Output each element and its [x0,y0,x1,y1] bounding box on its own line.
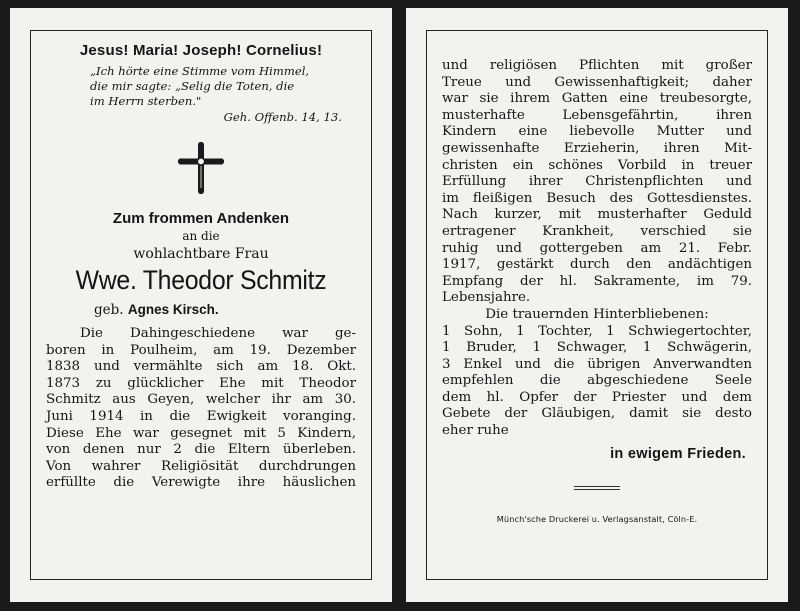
left-card [10,8,392,602]
birth-name: Agnes Kirsch. [127,302,219,317]
body-line: Von wahrer Religiösität durchdrungen [46,458,356,474]
body-line: Schmitz aus Geyen, welcher ihr am 30. [46,392,356,408]
right-card [406,8,788,602]
survivors-heading: Die trauernden Hinterbliebenen: [485,306,709,322]
birth-prefix: geb. [94,302,124,318]
body-line: Empfang der hl. Sakramente, im 79. [442,273,752,289]
quote-line: die mir sagte: „Selig die Toten, die [90,79,295,93]
body-line: Erfüllung ihrer Christenpflichten und [442,174,752,190]
body-line: Treue und Gewissenhaftigkeit; daher [442,74,752,90]
body-line: musterhafte Lebensgefährtin, ihren [442,107,752,123]
body-line: ruhig und gottergeben am 21. Febr. [442,240,752,256]
closing-phrase: in ewigem Frieden. [610,445,746,462]
body-line: Juni 1914 in die Ewigkeit voranging. [46,408,356,424]
printer-imprint: Münch'sche Druckerei u. Verlagsanstalt, Cöln-E. [496,513,698,524]
survivors-line: 3 Enkel und die übrigen Anverwandten [442,356,752,372]
body-line: 1917, gestärkt durch den andächtigen [442,257,752,273]
ornamental-divider [574,486,620,490]
body-line: Lebensjahre. [442,290,531,306]
body-line: gewissenhafte Erzieherin, ihren Mit- [442,140,752,156]
body-line: Die Dahingeschiedene war ge- [80,326,356,341]
honorific-text: wohlachtbare Frau [133,246,269,262]
quote-line: „Ich hörte eine Stimme vom Himmel, [90,64,310,78]
birth-name-line [94,302,356,318]
invocation-heading: Jesus! Maria! Joseph! Cornelius! [79,42,323,59]
body-line: Kindern eine liebevolle Mutter und [442,124,752,140]
survivors-line: Gebete der Gläubigen, damit sie desto [442,406,752,422]
body-line: im fleißigen Besuch des Gottesdienstes. [442,190,752,206]
survivors-line: eher ruhe [442,423,509,439]
body-line: erfüllte die Verewigte ihre häuslichen [46,475,356,491]
body-line: 1873 zu glücklicher Ehe mit Theodor [46,375,356,391]
memorial-title: Zum frommen Andenken [112,210,290,227]
an-die-text: an die [182,229,220,243]
biography-text [46,326,356,492]
survivors-line: 1 Bruder, 1 Schwager, 1 Schwägerin, [442,340,752,356]
survivors-line: empfehlen die abgeschiedene Seele [442,373,752,389]
biography-continued-text [442,58,752,307]
body-line: ertragener Krankheit, verschied sie [442,223,752,239]
body-line: Diese Ehe war gesegnet mit 5 Kindern, [46,425,356,441]
quote-line: im Herrn sterben." [90,94,202,108]
scripture-quote [90,64,346,109]
latin-cross-icon [177,142,225,194]
body-line: 1838 und vermählte sich am 18. Okt. [46,359,356,375]
body-line: boren in Poulheim, am 19. Dezember [46,342,356,358]
cross-ornament [46,142,356,194]
body-line: und religiösen Pflichten mit großer [442,58,752,73]
survivors-line: dem hl. Opfer der Priester und dem [442,389,752,405]
deceased-name: Wwe. Theodor Schmitz [75,265,327,295]
quote-reference: Geh. Offenb. 14, 13. [223,110,342,124]
body-line: von denen nur 2 die Eltern überleben. [46,442,356,458]
body-line: christen ein schönes Vorbild in treuer [442,157,752,173]
survivors-line: 1 Sohn, 1 Tochter, 1 Schwiegertochter, [442,323,752,339]
body-line: war sie ihrem Gatten eine treubesorgte, [442,91,752,107]
survivors-text [442,307,752,440]
body-line: Nach kurzer, mit musterhafter Geduld [442,207,752,223]
